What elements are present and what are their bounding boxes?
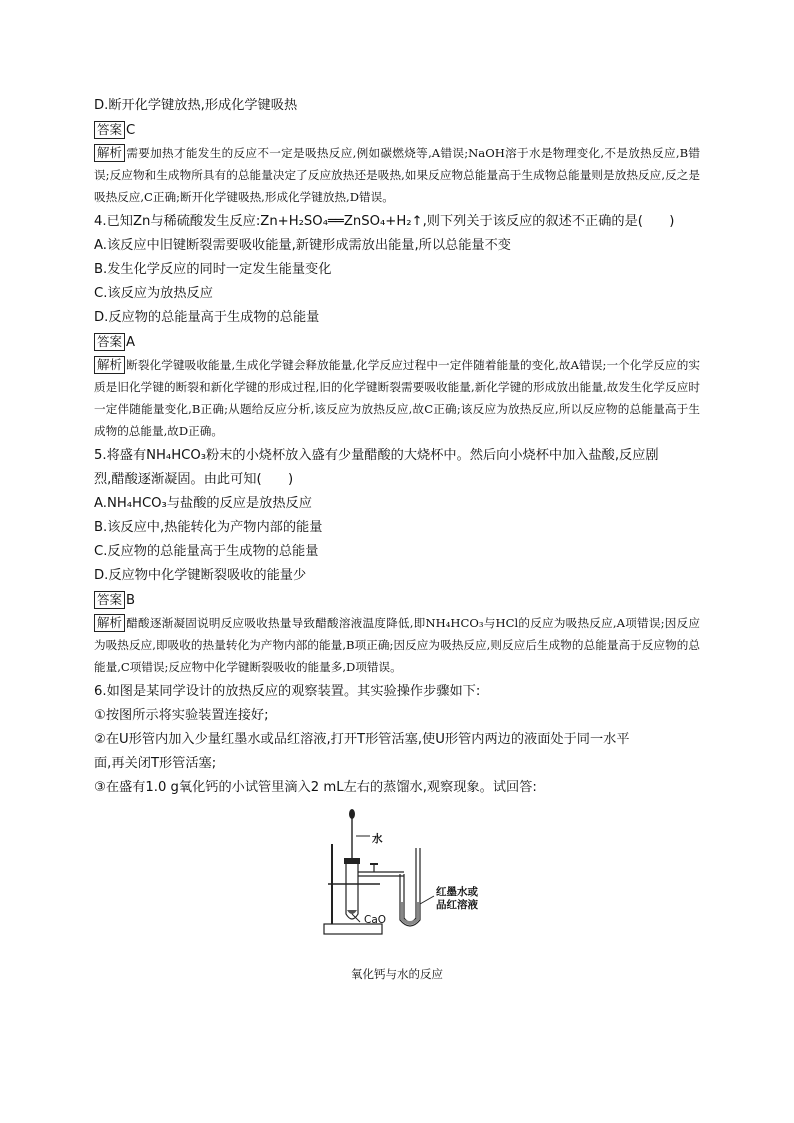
q6-step-3: ③在盛有1.0 g氧化钙的小试管里滴入2 mL左右的蒸馏水,观察现象。试回答:	[94, 780, 537, 795]
q3-answer	[94, 120, 700, 142]
q3-option-d: D.断开化学键放热,形成化学键吸热	[94, 98, 298, 113]
q4-option-d: D.反应物的总能量高于生成物的总能量	[94, 310, 320, 325]
label-ink-line-2: 品红溶液	[436, 899, 478, 911]
q4-option-c: C.该反应为放热反应	[94, 286, 213, 301]
label-ink-line-1: 红墨水或	[436, 886, 478, 898]
q5-stem	[94, 444, 700, 492]
q3-explanation-text: 需要加热才能发生的反应不一定是吸热反应,例如碳燃烧等,A错误;NaOH溶于水是物理变化,不是放热反应,B错误;反应物和生成物所具有的总能量决定了反应放热还是吸热,如果反应物总能量高于生成物总能量则是放热反应,反之是吸热反应,C正确;断开化学键吸热,形成化学键放热,D错误。	[94, 146, 700, 204]
q5-explanation-text: 醋酸逐渐凝固说明反应吸收热量导致醋酸溶液温度降低,即NH₄HCO₃与HCl的反应为吸热反应,A项错误;因反应为吸热反应,即吸收的热量转化为产物内部的能量,B项正确;因反应为吸热反应,则反应后生成物的总能量高于反应物的总能量,C项错误;反应物中化学键断裂吸收的能量多,D项错误。	[94, 616, 700, 674]
q4-option-b: B.发生化学反应的同时一定发生能量变化	[94, 262, 332, 277]
q6-stem: 6.如图是某同学设计的放热反应的观察装置。其实验操作步骤如下:	[94, 684, 481, 699]
q5-option-c: C.反应物的总能量高于生成物的总能量	[94, 544, 319, 559]
q4-option-a: A.该反应中旧键断裂需要吸收能量,新键形成需放出能量,所以总能量不变	[94, 238, 511, 253]
apparatus-figure	[94, 806, 700, 996]
document-page	[94, 94, 700, 996]
label-water: 水	[372, 833, 383, 845]
explain-tag: 解析	[94, 144, 125, 162]
q5-explanation	[94, 612, 700, 678]
q5-option-d: D.反应物中化学键断裂吸收的能量少	[94, 568, 307, 583]
q3-answer-value: C	[126, 123, 136, 138]
q5-option-b: B.该反应中,热能转化为产物内部的能量	[94, 520, 323, 535]
explain-tag: 解析	[94, 614, 125, 632]
q4-explanation-text: 断裂化学键吸收能量,生成化学键会释放能量,化学反应过程中一定伴随着能量的变化,故A错误;一个化学反应的实质是旧化学键的断裂和新化学键的形成过程,旧的化学键断裂需要吸收能量,新化学键的形成放出能量,故发生化学反应时一定伴随能量变化,B正确;从题给反应分析,该反应为放热反应,故C正确;该反应为放热反应,所以反应物的总能量高于生成物的总能量,故D正确。	[94, 358, 700, 438]
figure-caption: 氧化钙与水的反应	[351, 967, 443, 981]
answer-tag: 答案	[94, 121, 125, 139]
answer-tag: 答案	[94, 333, 125, 351]
q5-answer-value: B	[126, 593, 136, 608]
q5-stem-line-1: 5.将盛有NH₄HCO₃粉末的小烧杯放入盛有少量醋酸的大烧杯中。然后向小烧杯中加入盐酸,反应剧	[94, 448, 659, 463]
q4-stem: 4.已知Zn与稀硫酸发生反应:Zn+H₂SO₄══ZnSO₄+H₂↑,则下列关于该反应的叙述不正确的是( )	[94, 214, 675, 229]
q4-explanation	[94, 354, 700, 442]
q5-answer	[94, 590, 700, 612]
label-cao: CaO	[364, 914, 387, 926]
q6-step-2-cont: 面,再关闭T形管活塞;	[94, 756, 217, 771]
q5-option-a: A.NH₄HCO₃与盐酸的反应是放热反应	[94, 496, 312, 511]
q4-answer-value: A	[126, 335, 136, 350]
q4-answer	[94, 332, 700, 354]
explain-tag: 解析	[94, 356, 125, 374]
q6-step-2: ②在U形管内加入少量红墨水或品红溶液,打开T形管活塞,使U形管内两边的液面处于同一水平	[94, 732, 630, 747]
q6-step-1: ①按图所示将实验装置连接好;	[94, 708, 269, 723]
apparatus-diagram	[322, 806, 482, 946]
q3-explanation	[94, 142, 700, 208]
answer-tag: 答案	[94, 591, 125, 609]
q5-stem-line-2: 烈,醋酸逐渐凝固。由此可知( )	[94, 472, 294, 487]
